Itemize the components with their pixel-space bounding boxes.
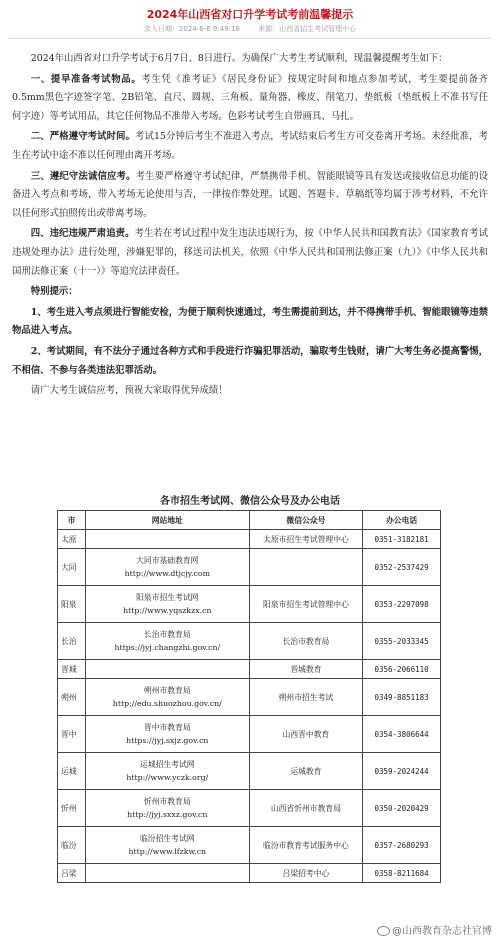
city-cell: 朔州	[58, 679, 86, 716]
website-name: 忻州市教育局	[143, 797, 191, 806]
section-4	[12, 225, 488, 281]
table-row	[58, 530, 441, 549]
wechat-cell: 阳泉市招生考试管理中心	[249, 586, 363, 623]
closing-paragraph: 请广大考生诚信应考，预祝大家取得优异成绩！	[30, 385, 228, 397]
article-title: 2024年山西省对口升学考试考前温馨提示	[146, 8, 354, 21]
website-name: 运城招生考试网	[140, 760, 195, 769]
website-cell	[85, 753, 249, 790]
wechat-cell: 朔州市招生考试	[249, 679, 363, 716]
phone-cell: 0353-2297098	[363, 586, 441, 623]
table-row	[58, 679, 441, 716]
wechat-cell: 山西省忻州市教育局	[249, 790, 363, 827]
table-row	[58, 827, 441, 864]
website-cell	[85, 790, 249, 827]
website-link[interactable]: http://www.dtjcjy.com	[124, 569, 210, 578]
weibo-icon	[377, 926, 390, 936]
website-cell	[85, 530, 249, 549]
wechat-cell: 太原市招生考试管理中心	[249, 530, 363, 549]
intro-paragraph: 2024年山西省对口升学考试于6月7日、8日进行。为确保广大考生考试顺利，现温馨提醒考生如下：	[30, 53, 448, 64]
table-row	[58, 586, 441, 623]
table-row	[58, 790, 441, 827]
website-cell	[85, 549, 249, 586]
website-name: 临汾招生考试网	[140, 834, 195, 843]
section-3-heading: 三、遵纪守法诚信应考。	[30, 170, 136, 182]
website-cell	[85, 623, 249, 660]
website-name: 朔州市教育局	[143, 686, 191, 695]
header-website: 网站地址	[85, 511, 249, 530]
website-name: 长治市教育局	[143, 630, 191, 639]
table-title: 各市招生考试网、微信公众号及办公电话	[160, 496, 340, 507]
website-link[interactable]: https://jyj.changzhi.gov.cn/	[114, 643, 221, 652]
city-cell: 太原	[58, 530, 86, 549]
website-cell	[85, 679, 249, 716]
wechat-cell	[249, 549, 363, 586]
phone-cell: 0352-2537429	[363, 549, 441, 586]
section-4-heading: 四、违纪违规严肃追责。	[30, 228, 135, 240]
website-cell	[85, 827, 249, 864]
table-row	[58, 864, 441, 883]
phone-cell: 0358-8211684	[363, 864, 441, 883]
table-row	[58, 753, 441, 790]
wechat-cell: 晋城教育	[249, 660, 363, 679]
phone-cell: 0351-3182181	[363, 530, 441, 549]
special-note-1: 1、考生进入考点须进行智能安检，为便于顺利快速通过，考生需提前到达，并不得携带手机、智能眼镜等违禁物品进入考点。	[12, 306, 488, 337]
phone-cell: 0354-3806644	[363, 716, 441, 753]
website-cell	[85, 586, 249, 623]
phone-cell: 0350-2020429	[363, 790, 441, 827]
section-3	[12, 168, 488, 224]
table-row	[58, 623, 441, 660]
city-cell: 大同	[58, 549, 86, 586]
phone-cell: 0356-2066110	[363, 660, 441, 679]
phone-cell: 0357-2680293	[363, 827, 441, 864]
website-link[interactable]: http://edu.shuozhou.gov.cn/	[112, 699, 222, 708]
article-body	[12, 50, 488, 403]
website-link[interactable]: https://jyj.sxjz.gov.cn	[126, 736, 209, 745]
website-link[interactable]: http://www.yczk.org/	[126, 773, 209, 782]
city-cell: 吕梁	[58, 864, 86, 883]
website-name: 阳泉市招生考试网	[136, 593, 199, 602]
wechat-cell: 长治市教育局	[249, 623, 363, 660]
city-cell: 阳泉	[58, 586, 86, 623]
city-cell: 运城	[58, 753, 86, 790]
section-1	[12, 71, 488, 127]
section-1-text: 考生凭《准考证》《居民身份证》按规定时间和地点参加考试，考生要提前备齐0.5mm黑色字迹签字笔、2B铅笔、直尺、圆规、三角板、量角器、橡皮、削笔刀、垫纸板（垫纸板上不准书写任何字迹）等考试用品，其它任何物品不准带入考场。色彩考试考生自带画具、马扎。	[12, 73, 488, 122]
special-note-2: 2、考试期间，有不法分子通过各种方式和手段进行诈骗犯罪活动，骗取考生钱财，请广大考生务必提高警惕，不相信、不参与各类违法犯罪活动。	[12, 345, 488, 376]
header-wechat: 微信公众号	[249, 511, 363, 530]
section-1-heading: 一、提早准备考试物品。	[30, 73, 142, 85]
wechat-cell: 吕梁招考中心	[249, 864, 363, 883]
section-2	[12, 128, 488, 165]
wechat-cell: 运城教育	[249, 753, 363, 790]
website-link[interactable]: http://www.yqszkzx.cn	[123, 606, 212, 615]
city-cell: 临汾	[58, 827, 86, 864]
website-name: 大同市基础教育网	[136, 556, 199, 565]
section-2-heading: 二、严格遵守考试时间。	[30, 131, 136, 143]
header-phone: 办公电话	[363, 511, 441, 530]
watermark	[377, 922, 492, 937]
city-cell: 忻州	[58, 790, 86, 827]
phone-cell: 0355-2033345	[363, 623, 441, 660]
phone-cell: 0349-8851183	[363, 679, 441, 716]
section-2-text: 考试15分钟后考生不准进入考点，考试结束后考生方可交卷离开考场。未经批准，考生在考试中途不准以任何理由离开考场。	[12, 131, 488, 161]
article-meta	[0, 24, 500, 34]
header-city: 市	[58, 511, 86, 530]
special-heading: 特别提示：	[30, 286, 78, 298]
city-cell: 晋中	[58, 716, 86, 753]
watermark-text: @山西教育杂志社官博	[392, 926, 492, 937]
publish-date: 录入日期：2024-6-6 9:49:16	[143, 25, 240, 33]
table-row	[58, 549, 441, 586]
table-header-row	[58, 511, 441, 530]
website-link[interactable]: http://www.lfzkw.cn	[128, 847, 207, 856]
table-row	[58, 660, 441, 679]
section-3-text: 考生要严格遵守考试纪律，严禁携带手机、智能眼镜等具有发送或接收信息功能的设备进入考点和考场，带入考场无论使用与否，一律按作弊处理。试题、答题卡、草稿纸等均属于涉考材料，不允许以任何形式拍照传出或带离考场。	[12, 170, 488, 219]
wechat-cell: 临汾市教育考试服务中心	[249, 827, 363, 864]
table-row	[58, 716, 441, 753]
article-source: 来源：山西省招生考试管理中心	[258, 25, 357, 33]
city-cell: 长治	[58, 623, 86, 660]
wechat-cell: 山西晋中教育	[249, 716, 363, 753]
divider	[8, 38, 492, 39]
contact-table	[57, 510, 441, 883]
section-4-text: 考生若在考试过程中发生违法违规行为，按《中华人民共和国教育法》《国家教育考试违规处理办法》进行处理，涉嫌犯罪的，移送司法机关，依照《中华人民共和国刑法修正案（九）》《中华人民共和国刑法修正案（十一）》等追究法律责任。	[12, 228, 488, 277]
website-cell	[85, 864, 249, 883]
website-cell	[85, 660, 249, 679]
phone-cell: 0359-2024244	[363, 753, 441, 790]
website-cell	[85, 716, 249, 753]
website-name: 晋中市教育局	[143, 723, 191, 732]
website-link[interactable]: http://jyj.sxxz.gov.cn	[127, 810, 208, 819]
city-cell: 晋城	[58, 660, 86, 679]
